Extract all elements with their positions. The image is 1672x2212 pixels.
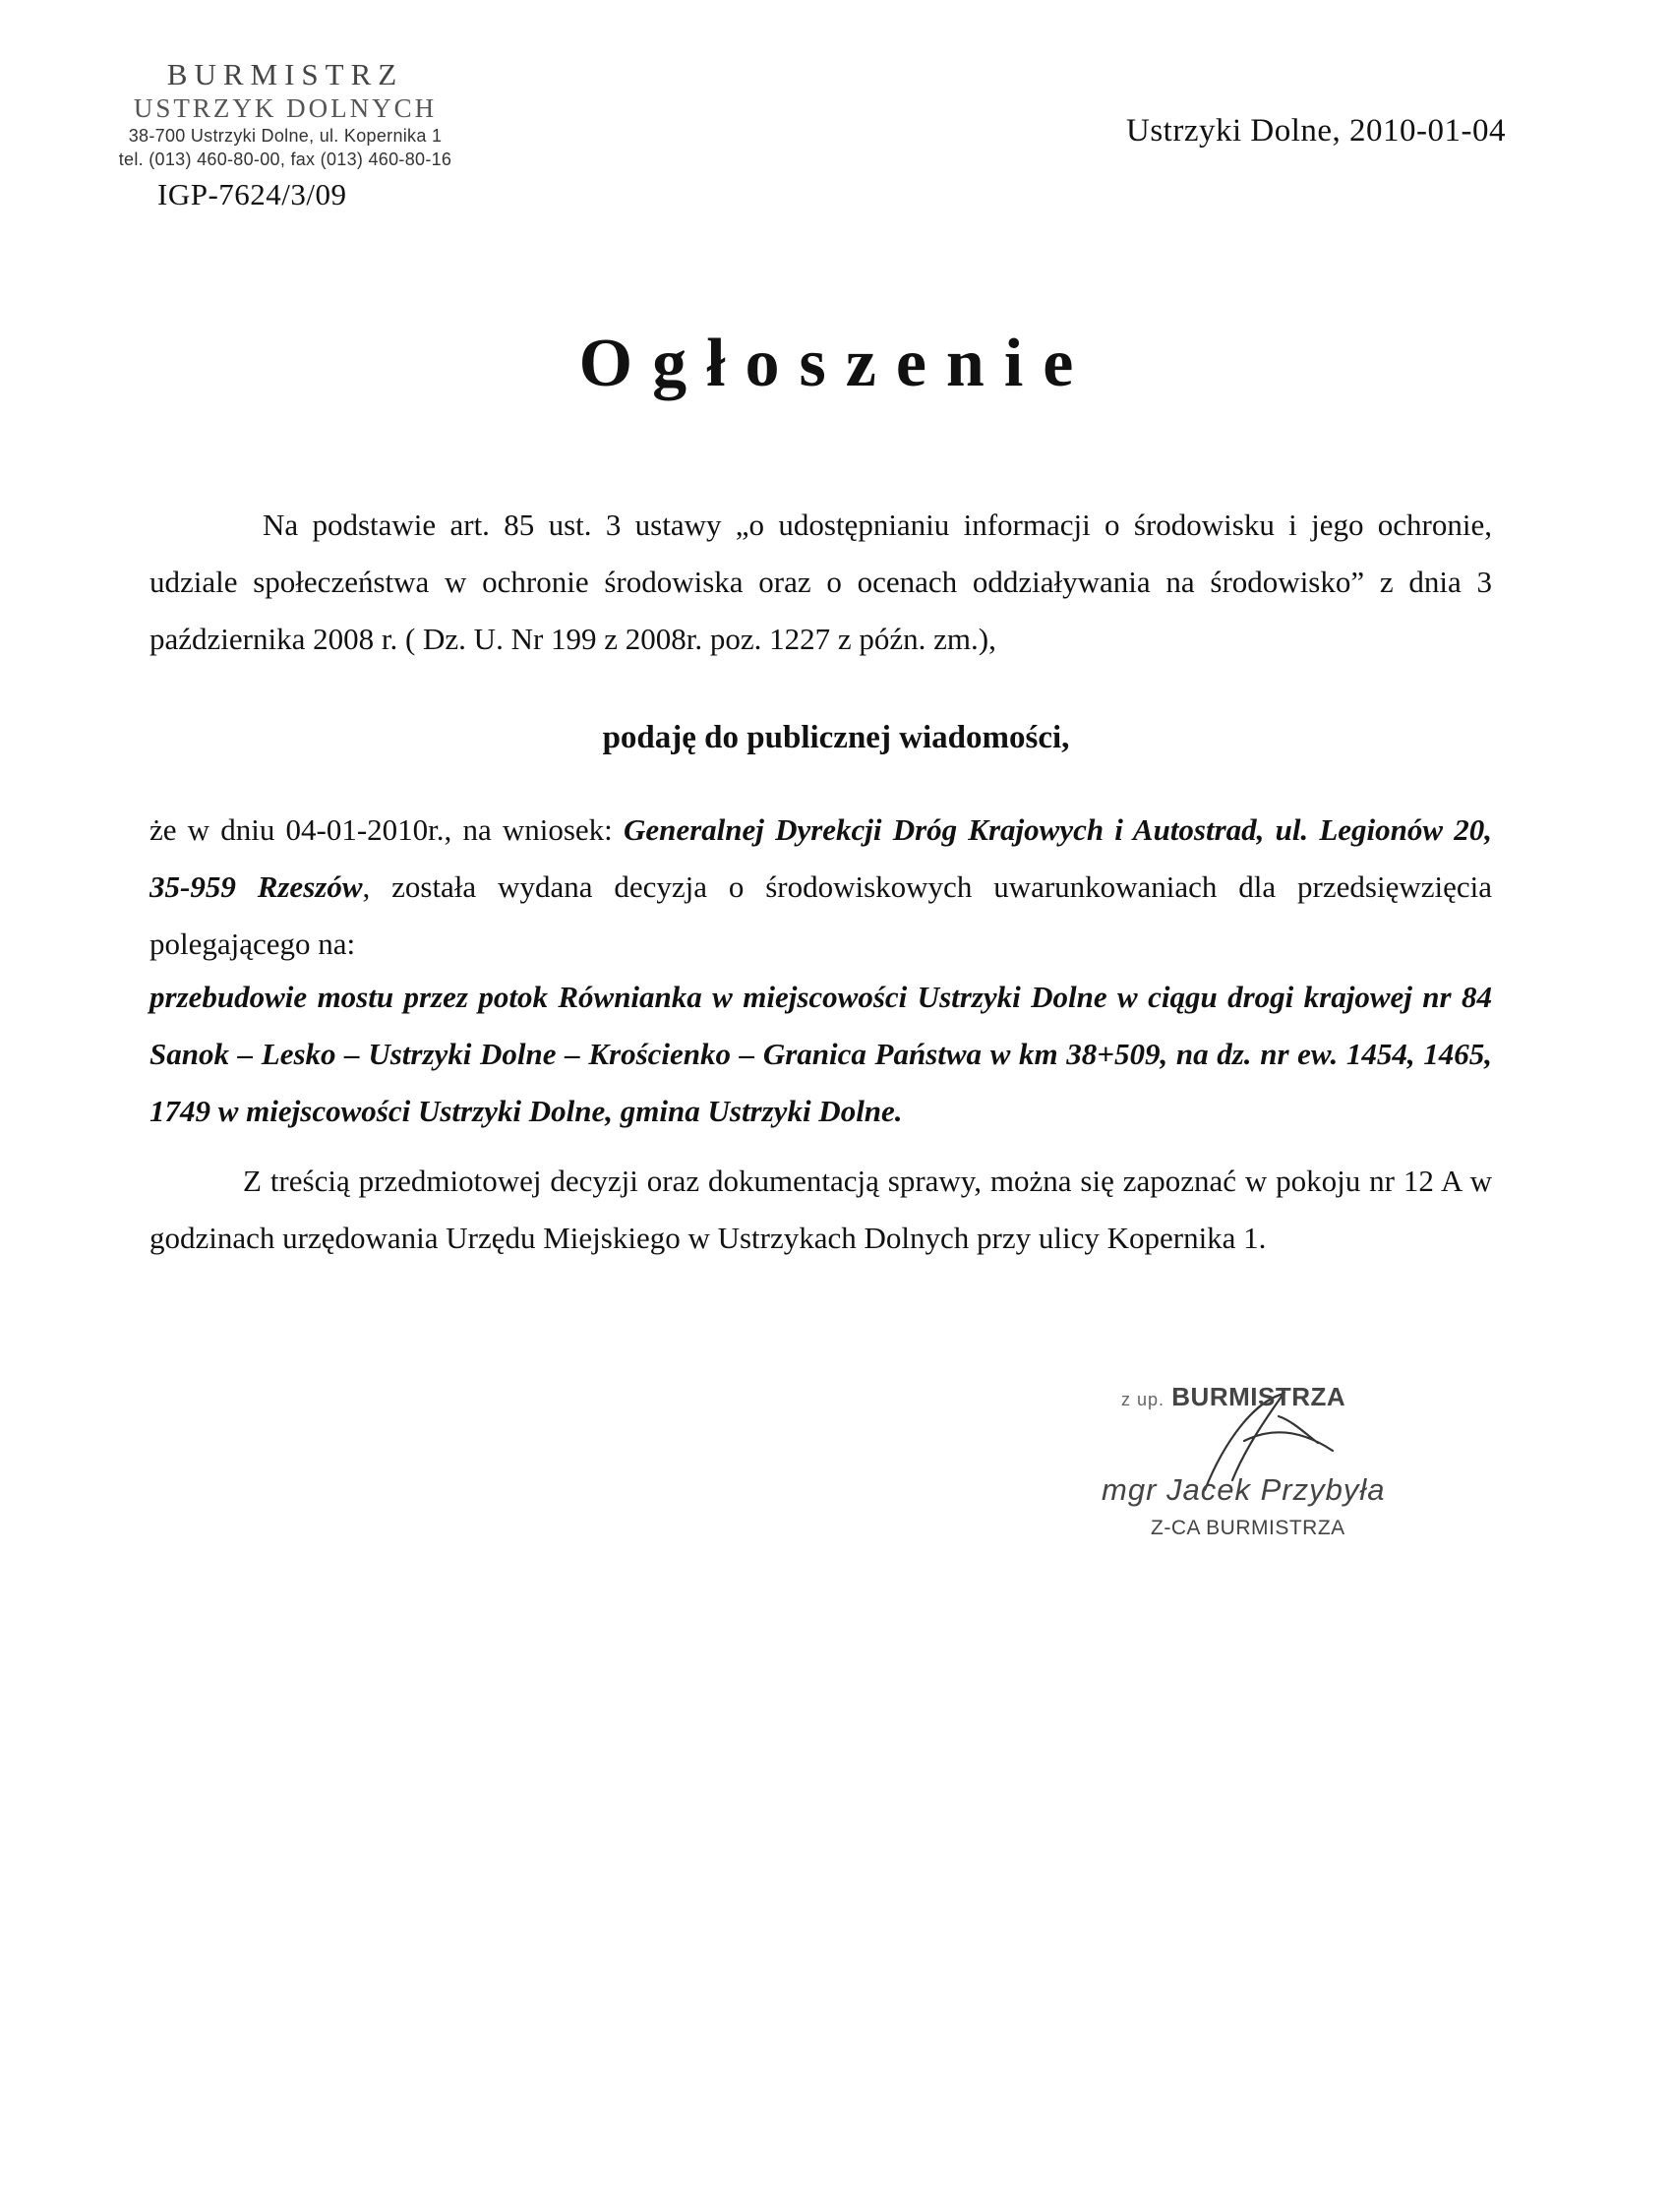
- announcement-heading: podaję do publicznej wiadomości,: [602, 720, 1070, 755]
- signatory-role: Z-CA BURMISTRZA: [1151, 1517, 1345, 1539]
- notice-paragraph: [149, 802, 1492, 973]
- office-stamp: [79, 57, 492, 171]
- stamp-phone: tel. (013) 460-80-00, fax (013) 460-80-16: [118, 149, 452, 169]
- applicant-name: Generalnej Dyrekcji Dróg Krajowych i Autostrad, ul. Legionów 20, 35-959 Rzeszów: [149, 812, 1492, 904]
- document-title: Ogłoszenie: [578, 326, 1094, 401]
- stamp-address: 38-700 Ustrzyki Dolne, ul. Kopernika 1: [128, 126, 443, 146]
- signature-authority: [1121, 1382, 1345, 1412]
- stamp-title: BURMISTRZ: [166, 57, 404, 91]
- document-date: Ustrzyki Dolne, 2010-01-04: [1126, 113, 1507, 149]
- reference-number: IGP-7624/3/09: [157, 177, 347, 211]
- notice-suffix: , została wydana decyzja o środowiskowych uwarunkowaniach dla przedsięwzięcia polegającego na:: [149, 869, 1492, 961]
- notice-prefix: że w dniu 04-01-2010r., na wniosek:: [149, 812, 624, 847]
- signature-office: BURMISTRZA: [1171, 1382, 1346, 1411]
- intro-paragraph: Na podstawie art. 85 ust. 3 ustawy „o udostępnianiu informacji o środowisku i jego ochronie, udziale społeczeństwa w ochronie środowiska oraz o ocenach oddziaływania na środowisko” z dnia 3 października 2008 r. ( Dz. U. Nr 199 z 2008r. poz. 1227 z późn. zm.),: [149, 508, 1492, 656]
- signature-prefix: z up.: [1121, 1390, 1165, 1409]
- signatory-name: mgr Jacek Przybyła: [1102, 1472, 1386, 1507]
- closing-paragraph: Z treścią przedmiotowej decyzji oraz dokumentacją sprawy, można się zapoznać w pokoju nr 12 A w godzinach urzędowania Urzędu Miejskiego w Ustrzykach Dolnych przy ulicy Kopernika 1.: [149, 1164, 1492, 1255]
- stamp-subtitle: USTRZYK DOLNYCH: [133, 93, 438, 123]
- project-description: przebudowie mostu przez potok Równianka w miejscowości Ustrzyki Dolne w ciągu drogi krajowej nr 84 Sanok – Lesko – Ustrzyki Dolne – Krościenko – Granica Państwa w km 38+509, na dz. nr ew. 1454, 1465, 1749 w miejscowości Ustrzyki Dolne, gmina Ustrzyki Dolne.: [149, 980, 1492, 1128]
